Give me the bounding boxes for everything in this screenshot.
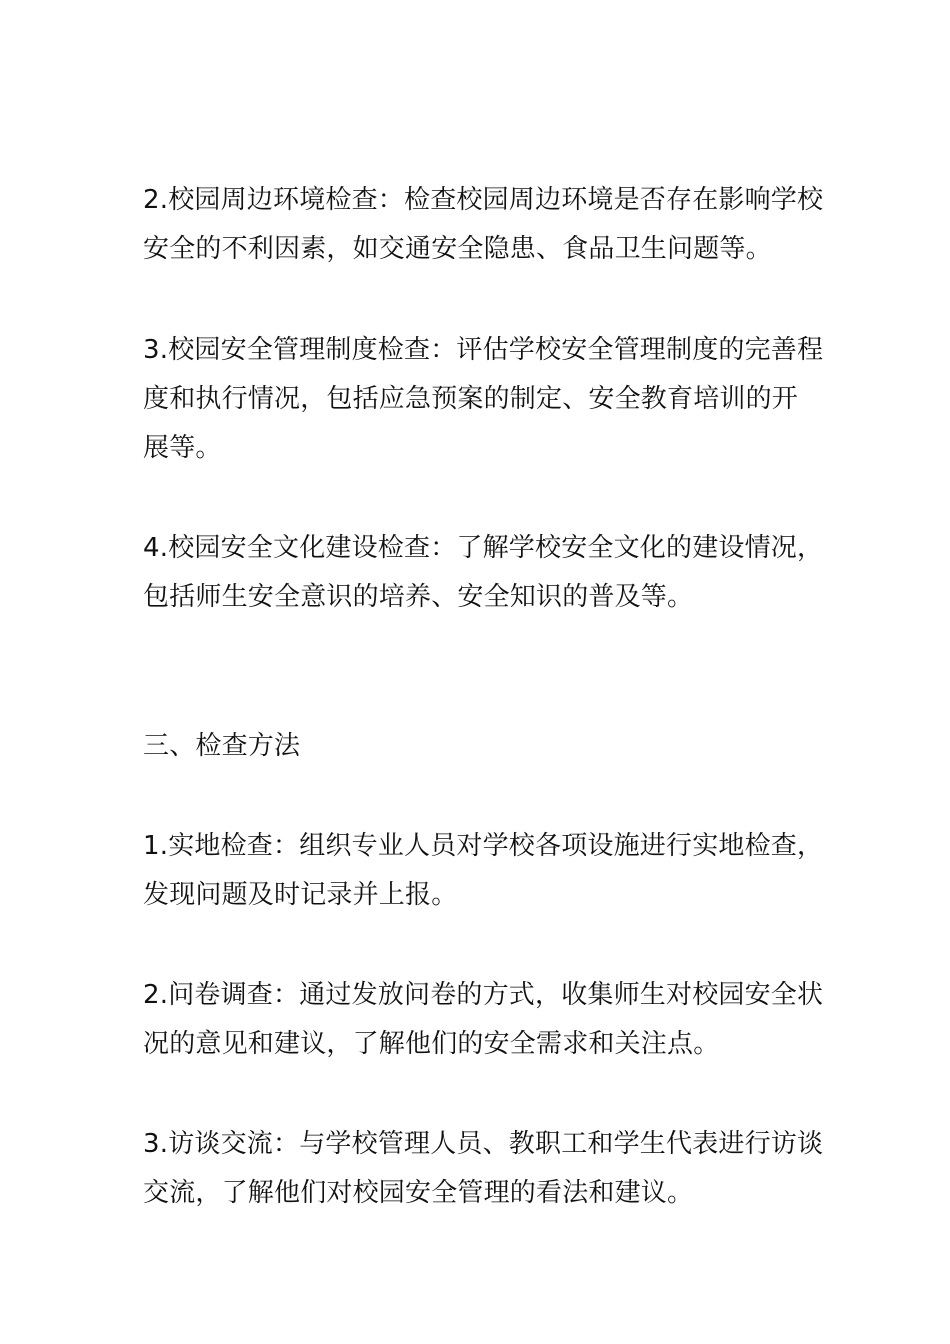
paragraph-safety-management-system-check — [143, 326, 824, 473]
text-line: 1.实地检查：组织专业人员对学校各项设施进行实地检查， — [143, 831, 824, 861]
paragraph-onsite-inspection — [143, 822, 824, 920]
text-line: 3.访谈交流：与学校管理人员、教职工和学生代表进行访谈 — [143, 1129, 824, 1159]
paragraph-safety-culture-check — [143, 524, 824, 622]
text-line: 3.校园安全管理制度检查：评估学校安全管理制度的完善程 — [143, 335, 824, 365]
text-line: 4.校园安全文化建设检查：了解学校安全文化的建设情况， — [143, 533, 824, 563]
text-line: 况的意见和建议，了解他们的安全需求和关注点。 — [143, 1029, 720, 1059]
section-heading-text: 三、检查方法 — [143, 731, 301, 761]
paragraph-interview-exchange — [143, 1120, 824, 1218]
text-line: 交流，了解他们对校园安全管理的看法和建议。 — [143, 1178, 694, 1208]
text-line: 度和执行情况，包括应急预案的制定、安全教育培训的开 — [143, 384, 799, 414]
text-line: 2.校园周边环境检查：检查校园周边环境是否存在影响学校 — [143, 185, 824, 215]
text-line: 2.问卷调查：通过发放问卷的方式，收集师生对校园安全状 — [143, 980, 824, 1010]
text-line: 包括师生安全意识的培养、安全知识的普及等。 — [143, 582, 694, 612]
paragraph-surrounding-environment-check — [143, 176, 824, 274]
section-heading — [143, 722, 813, 771]
text-line: 发现问题及时记录并上报。 — [143, 880, 458, 910]
paragraph-questionnaire-survey — [143, 971, 824, 1069]
text-line: 展等。 — [143, 433, 222, 463]
text-line: 安全的不利因素，如交通安全隐患、食品卫生问题等。 — [143, 234, 772, 264]
